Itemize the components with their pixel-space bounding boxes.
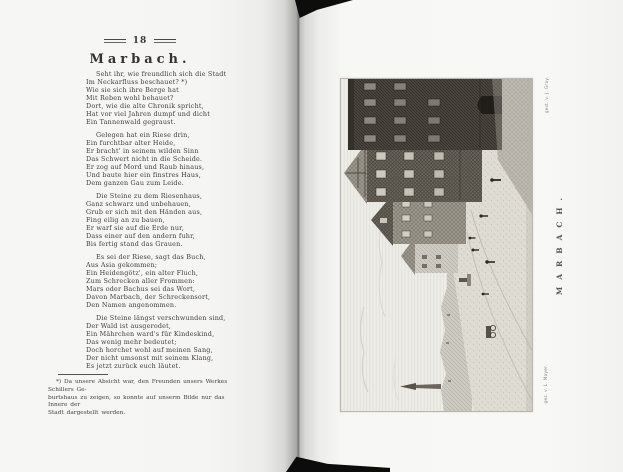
- book-gutter: [297, 0, 300, 472]
- poem-line: Das wenig mehr bedeutet;: [86, 338, 177, 346]
- poem-line: Der nicht umsonst mit seinem Klang,: [86, 354, 214, 362]
- poem-line: Grub er sich mit den Händen aus,: [86, 208, 203, 216]
- poem-line: Aus Asia gekommen;: [86, 261, 158, 269]
- poem-line: Gelegen hat ein Riese drin,: [96, 131, 190, 139]
- poem-line: Seht ihr, wie freundlich sich die Stadt: [96, 70, 227, 78]
- poem-line: Mars oder Bachus sei das Wort,: [86, 285, 196, 293]
- poem-line: Er bracht' in seinem wilden Sinn: [86, 147, 199, 155]
- footnote-line: burtshaus zu zeigen, so konnte auf unserm Bilde nur das Innere der: [48, 394, 225, 409]
- poem-line: Ein Heidengötz', ein alter Fluch,: [86, 269, 199, 277]
- engraving-illustration: [340, 78, 533, 412]
- poem-line: Bis fertig stand das Grauen.: [86, 240, 183, 248]
- poem-stanza: [86, 70, 236, 126]
- footnote-rule: [58, 374, 108, 375]
- poem-line: Er warf sie auf die Erde nur,: [86, 224, 184, 232]
- poem-line: Davon Marbach, der Schreckensort,: [86, 293, 211, 301]
- poem-line: Dort, wie die alte Chronik spricht,: [86, 102, 204, 110]
- poem-line: Im Neckarfluss beschauet? *): [86, 78, 188, 86]
- poem-line: Der Wald ist ausgerodet,: [86, 322, 172, 330]
- poem-line: Fing eilig an zu bauen,: [86, 216, 165, 224]
- engraving-caption: MARBACH.: [555, 190, 564, 296]
- page-header: [75, 36, 205, 46]
- poem-stanza: [86, 192, 236, 248]
- poem-line: Ein furchtbar alter Heide,: [86, 139, 176, 147]
- poem-line: Ein Tannenwald gegraust.: [86, 118, 176, 126]
- poem-line: Mit Reben wohl behauet?: [86, 94, 174, 102]
- marbach-engraving: [340, 78, 533, 412]
- header-rule-right: [154, 39, 176, 43]
- poem-stanza: [86, 131, 236, 187]
- poem-line: Das Schwert nicht in die Scheide.: [86, 155, 203, 163]
- poem-line: Wie sie sich ihre Berge hat: [86, 86, 179, 94]
- poem-line: Ein Mährchen ward's für Kindeskind,: [86, 330, 215, 338]
- poem-stanza: [86, 253, 236, 309]
- poem: [86, 70, 236, 370]
- poem-line: Dem ganzen Gau zum Leide.: [86, 179, 184, 187]
- engraving-rotated-scene: [340, 78, 533, 412]
- header-rule-left: [104, 39, 126, 43]
- poem-title: Marbach.: [89, 52, 191, 67]
- footnote-line: Stadt dargestellt werden.: [48, 410, 126, 417]
- page-number: 18: [132, 36, 148, 46]
- poem-line: Dass einer auf den andern fuhr,: [86, 232, 195, 240]
- poem-line: Ganz schwarz und unbehauen,: [86, 200, 191, 208]
- poem-stanza: [86, 314, 236, 370]
- artist-credit: gez. v. L. Mayer.: [543, 364, 548, 404]
- poem-line: Die Steine zu dem Riesenhaus,: [96, 192, 203, 200]
- poem-line: Zum Schrecken aller Frommen:: [86, 277, 195, 285]
- poem-line: Doch horchet wohl auf meinen Sang,: [86, 346, 213, 354]
- engraver-credit: gest. v. J. Gray.: [544, 76, 549, 114]
- poem-line: Den Namen angenommen.: [86, 301, 177, 309]
- poem-line: Und baute hier ein finstres Haus,: [86, 171, 201, 179]
- footnote-line: *) Da unsere Absicht war, den Freunden unsers Werkes Schillers Ge-: [48, 379, 228, 393]
- poem-line: Es sei der Riese, sagt das Buch,: [96, 253, 206, 261]
- poem-line: Die Steine längst verschwunden sind,: [96, 314, 226, 322]
- poem-line: Er zog auf Mord und Raub hinaus,: [86, 163, 205, 171]
- poem-line: Es jetzt zurück euch läutet.: [86, 362, 181, 370]
- footnote: [48, 379, 234, 418]
- poem-line: Hat vor viel Jahren dumpf und dicht: [86, 110, 211, 118]
